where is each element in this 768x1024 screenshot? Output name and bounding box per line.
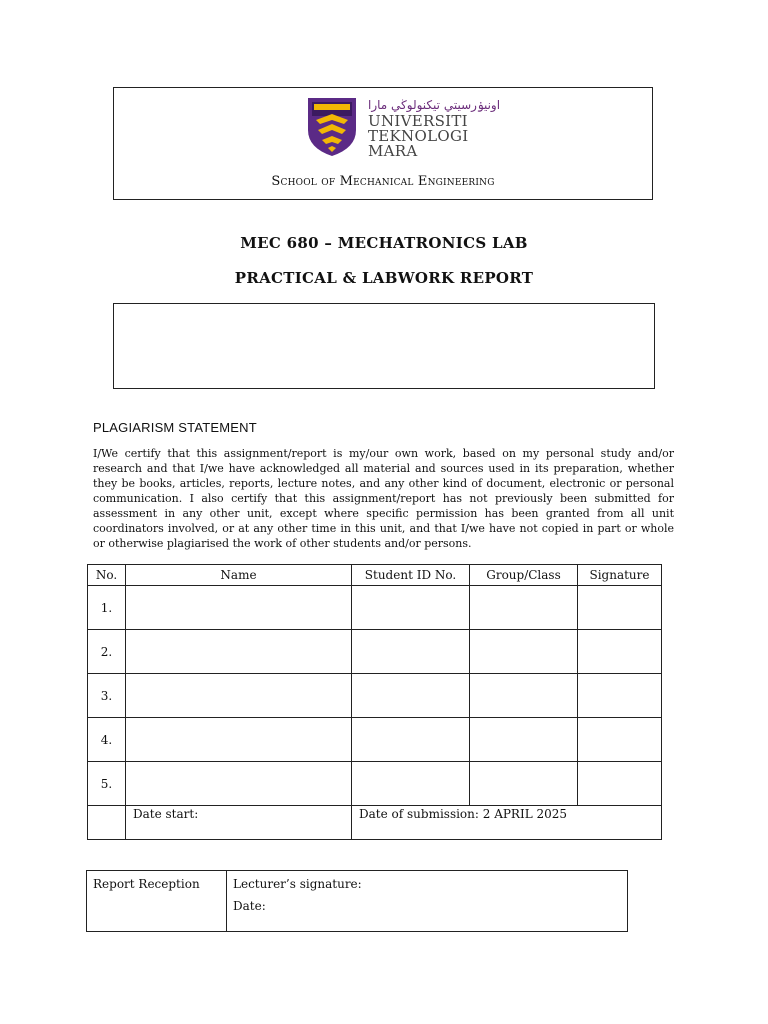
report-reception-label: Report Reception [87, 871, 227, 932]
report-title: PRACTICAL & LABWORK REPORT [234, 269, 534, 287]
name-cell[interactable] [126, 674, 352, 718]
university-logo [306, 96, 501, 160]
name-cell[interactable] [126, 630, 352, 674]
name-cell[interactable] [126, 586, 352, 630]
reception-date-label: Date: [233, 899, 266, 913]
student-id-cell[interactable] [352, 586, 470, 630]
name-cell[interactable] [126, 718, 352, 762]
date-of-submission-field[interactable]: Date of submission: 2 APRIL 2025 [352, 806, 662, 840]
name-cell[interactable] [126, 762, 352, 806]
reception-fields[interactable] [227, 871, 628, 932]
table-row [88, 762, 662, 806]
date-row-empty-cell [88, 806, 126, 840]
row-number: 5. [88, 762, 126, 806]
logo-jawi-text: اونيۏرسيتي تيكنولوڬي مارا [368, 98, 501, 112]
student-id-cell[interactable] [352, 630, 470, 674]
student-id-cell[interactable] [352, 762, 470, 806]
header-group-class: Group/Class [470, 565, 578, 586]
group-class-cell[interactable] [470, 630, 578, 674]
group-class-cell[interactable] [470, 762, 578, 806]
signature-cell[interactable] [578, 630, 662, 674]
table-row [88, 718, 662, 762]
signature-cell[interactable] [578, 762, 662, 806]
date-start-field[interactable]: Date start: [126, 806, 352, 840]
members-table [87, 564, 662, 840]
header-no: No. [88, 565, 126, 586]
table-row [88, 674, 662, 718]
uitm-crest-icon [306, 96, 358, 158]
row-number: 3. [88, 674, 126, 718]
student-id-cell[interactable] [352, 674, 470, 718]
logo-line-2: TEKNOLOGI [368, 127, 469, 145]
table-row [88, 586, 662, 630]
row-number: 1. [88, 586, 126, 630]
school-name: School of Mechanical Engineering [271, 174, 495, 189]
student-id-cell[interactable] [352, 718, 470, 762]
reception-row [87, 871, 628, 932]
header-student-id: Student ID No. [352, 565, 470, 586]
group-class-cell[interactable] [470, 674, 578, 718]
header-name: Name [126, 565, 352, 586]
group-class-cell[interactable] [470, 586, 578, 630]
signature-cell[interactable] [578, 718, 662, 762]
group-class-cell[interactable] [470, 718, 578, 762]
date-row [88, 806, 662, 840]
header-box [113, 87, 653, 200]
header-signature: Signature [578, 565, 662, 586]
logo-wordmark [368, 114, 468, 159]
table-header-row [88, 565, 662, 586]
logo-line-3: MARA [368, 142, 418, 160]
row-number: 2. [88, 630, 126, 674]
logo-line-1: UNIVERSITI [368, 112, 468, 130]
plagiarism-statement: I/We certify that this assignment/report is my/our own work, based on my personal study and/or research and that I/we have acknowledged all material and sources used in its preparation, whether they be books, articles, reports, lecture notes, and any other kind of document, electronic or personal communication. I also certify that this assignment/report has not previously been submitted for assessment in any other unit, except where specific permission has been granted from all unit coordinators involved, or at any other time in this unit, and that I/we have not copied in part or whole or otherwise plagiarised the work of other students and/or persons. [93, 447, 674, 550]
report-title-entry-box[interactable] [113, 303, 655, 389]
signature-cell[interactable] [578, 674, 662, 718]
course-title: MEC 680 – MECHATRONICS LAB [240, 234, 528, 252]
report-reception-table [86, 870, 628, 932]
row-number: 4. [88, 718, 126, 762]
table-row [88, 630, 662, 674]
signature-cell[interactable] [578, 586, 662, 630]
lecturer-signature-label: Lecturer’s signature: [233, 877, 362, 891]
plagiarism-heading: PLAGIARISM STATEMENT [93, 420, 257, 435]
